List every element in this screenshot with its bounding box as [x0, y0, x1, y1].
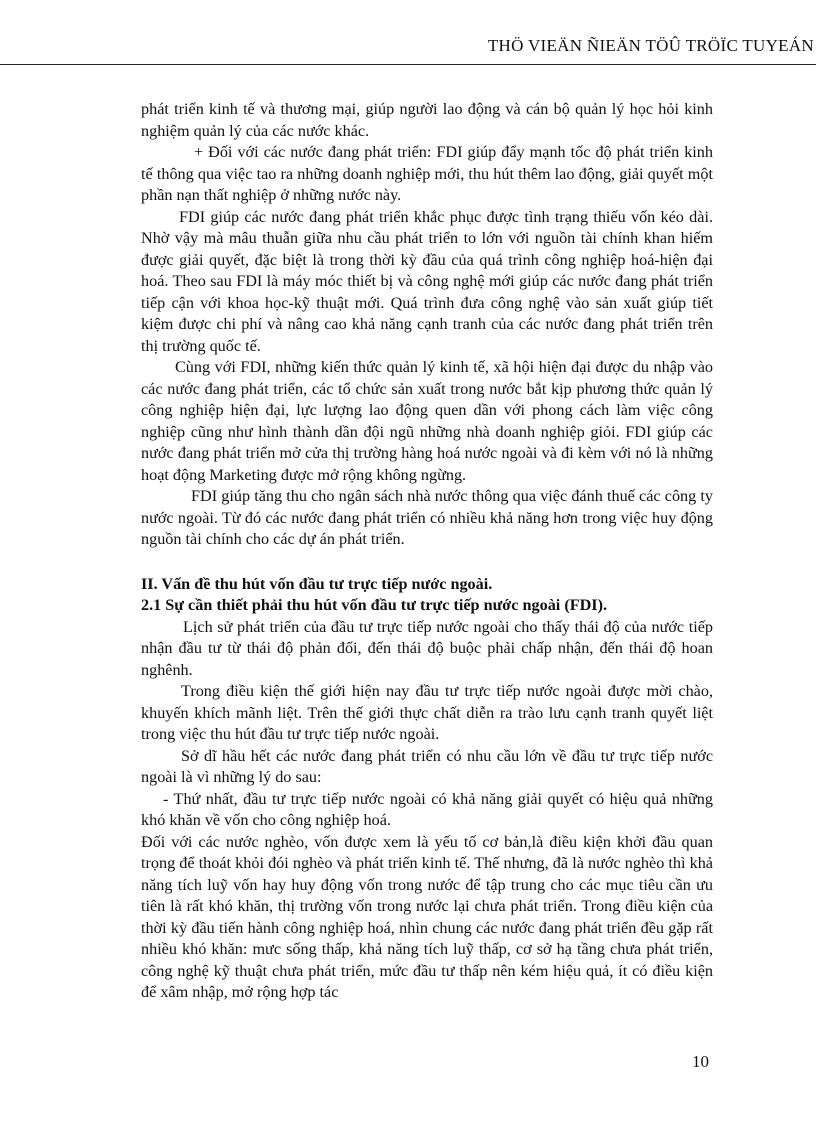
paragraph-poor-countries: Đối với các nước nghèo, vốn được xem là yếu tố cơ bản,là điều kiện khởi đầu quan trọng để thoát khỏi đói nghèo và phát triển kinh tế. Thế nhưng, đã là nước nghèo thì khả năng tích luỹ vốn hay huy động vốn trong nước để tập trung cho các mục tiêu cần ưu tiên là rất khó khăn, thị trường vốn trong nước lại chưa phát triển. Trong điều kiện của thời kỳ đầu tiến hành công nghiệp hoá, nhìn chung các nước đang phát triển đều gặp rất nhiều khó khăn: mưc sống thấp, khả năng tích luỹ thấp, cơ sở hạ tầng chưa phát triển, công nghệ kỹ thuật chưa phát triển, mức đầu tư thấp nên kém hiệu quả, ít có điều kiện để xâm nhập, mở rộng hợp tác [141, 832, 713, 1001]
paragraph-history: Lịch sử phát triển của đầu tư trực tiếp nước ngoài cho thấy thái độ của nước tiếp nhận đầu tư từ thái độ phản đối, đến thái độ buộc phải chấp nhận, đến thái độ hoan nghênh. [141, 617, 713, 679]
section-heading-2-1: 2.1 Sự cần thiết phải thu hút vốn đầu tư trực tiếp nước ngoài (FDI). [141, 596, 608, 614]
paragraph-reasons-intro: Sở dĩ hầu hết các nước đang phát triển có nhu cầu lớn về đầu tư trực tiếp nước ngoài là vì những lý do sau: [141, 746, 713, 786]
paragraph-capital-shortage: FDI giúp các nước đang phát triển khắc phục được tình trạng thiếu vốn kéo dài. Nhờ vậy mà mâu thuẫn giữa nhu cầu phát triển to lớn với nguồn tài chính khan hiếm được giải quyết, đặc biệt là trong thời kỳ đầu của quá trình công nghiệp hoá-hiện đại hoá. Theo sau FDI là máy móc thiết bị và công nghệ mới giúp các nước đang phát triển tiếp cận với khoa học-kỹ thuật mới. Quá trình đưa công nghệ vào sản xuất giúp tiết kiệm được chi phí và nâng cao khả năng cạnh tranh của các nước đang phát triển trên thị trường quốc tế. [141, 207, 713, 355]
page-number: 10 [692, 1052, 709, 1071]
paragraph-continuation: phát triển kinh tế và thương mại, giúp người lao động và cán bộ quản lý học hỏi kinh nghiệm quản lý của các nước khác. [141, 100, 713, 140]
paragraph-management-knowledge: Cùng với FDI, những kiến thức quản lý kinh tế, xã hội hiện đại được du nhập vào các nước đang phát triển, các tổ chức sản xuất trong nước bắt kịp phương thức quản lý công nghiệp hiện đại, lực lượng lao động quen dần với phong cách làm việc công nghiệp cũng như hình thành dần đội ngũ những nhà doanh nghiệp giỏi. FDI giúp các nước đang phát triển mở cửa thị trường hàng hoá nước ngoài và đi kèm với nó là những hoạt động Marketing được mở rộng không ngừng. [141, 358, 713, 484]
paragraph-budget-revenue: FDI giúp tăng thu cho ngân sách nhà nước thông qua việc đánh thuế các công ty nước ngoài. Từ đó các nước đang phát triển có nhiều khả năng hơn trong việc huy động nguồn tài chính cho các dự án phát triển. [141, 487, 713, 548]
section-heading-2: II. Vấn đề thu hút vốn đầu tư trực tiếp nước ngoài. [141, 574, 493, 593]
paragraph-developing-countries: + Đối với các nước đang phát triển: FDI giúp đẩy mạnh tốc độ phát triển kinh tế thông qua việc tao ra những doanh nghiệp mới, thu hút thêm lao động, giải quyết một phần nạn thất nghiệp ở những nước này. [141, 143, 713, 204]
header-rule [0, 64, 816, 65]
page-body [141, 99, 713, 1004]
paragraph-first-reason: - Thứ nhất, đầu tư trực tiếp nước ngoài có khả năng giải quyết có hiệu quả những khó khăn về vốn cho công nghiệp hoá. [141, 789, 713, 829]
paragraph-current-conditions: Trong điều kiện thế giới hiện nay đầu tư trực tiếp nước ngoài được mời chào, khuyến khích mãnh liệt. Trên thế giới thực chất diễn ra trào lưu cạnh tranh quyết liệt trong việc thu hút đầu tư trực tiếp nước ngoài. [141, 682, 713, 743]
running-header: THÖ VIEÄN ÑIEÄN TÖÛ TRÖÏC TUYEÁN [487, 36, 814, 55]
